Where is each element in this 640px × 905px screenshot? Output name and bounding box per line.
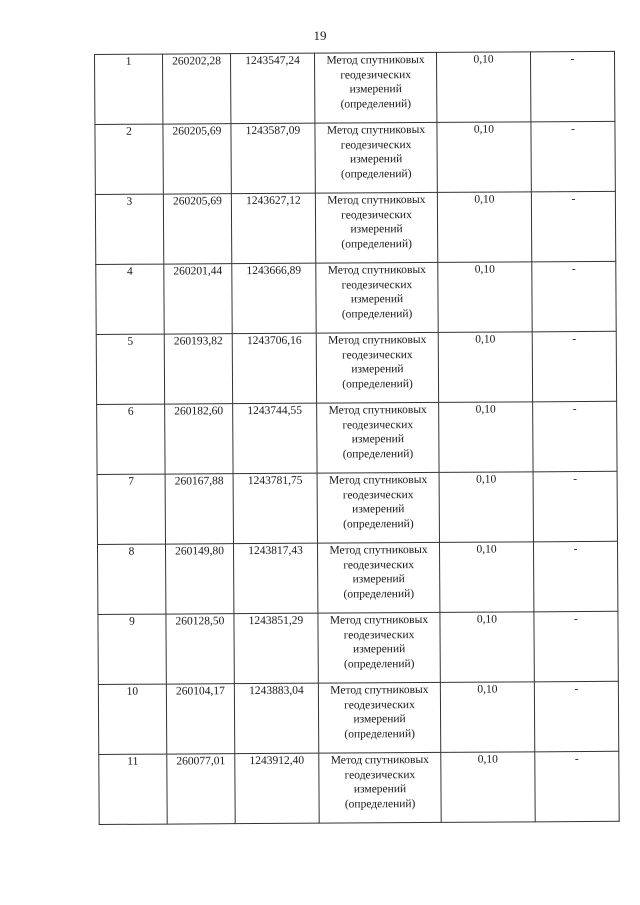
accuracy-cell: 0,10 xyxy=(440,612,534,683)
x-coordinate-cell: 260182,60 xyxy=(165,404,233,474)
table-row xyxy=(99,751,619,824)
table-row xyxy=(95,51,615,124)
method-line: геодезических xyxy=(341,278,413,291)
note-cell: - xyxy=(532,331,616,402)
accuracy-cell: 0,10 xyxy=(439,542,533,613)
x-coordinate-cell: 260201,44 xyxy=(164,264,232,334)
method-line: (определений) xyxy=(340,167,412,180)
method-line: геодезических xyxy=(342,488,414,501)
method-cell xyxy=(317,542,439,613)
accuracy-cell: 0,10 xyxy=(436,52,530,123)
method-line: Метод спутниковых xyxy=(329,543,428,557)
method-line: Метод спутниковых xyxy=(330,753,429,767)
method-line: (определений) xyxy=(340,97,412,110)
method-line: (определений) xyxy=(343,517,414,530)
coordinates-table-body xyxy=(95,51,620,824)
method-line: измерений xyxy=(351,363,404,376)
y-coordinate-cell: 1243587,09 xyxy=(231,123,315,194)
accuracy-cell: 0,10 xyxy=(439,402,533,473)
x-coordinate-cell: 260205,69 xyxy=(163,124,231,194)
x-coordinate-cell: 260077,01 xyxy=(167,754,235,824)
method-line: измерений xyxy=(350,223,403,236)
method-cell xyxy=(316,262,438,333)
method-line: измерений xyxy=(352,643,406,656)
method-line: (определений) xyxy=(342,447,414,460)
method-line: (определений) xyxy=(341,307,413,320)
method-cell xyxy=(318,682,440,753)
point-number-cell: 5 xyxy=(96,334,164,404)
note-cell: - xyxy=(535,751,619,822)
method-line: геодезических xyxy=(342,418,414,431)
method-line: геодезических xyxy=(343,628,415,641)
method-line: (определений) xyxy=(344,797,416,810)
accuracy-cell: 0,10 xyxy=(439,472,533,543)
method-line: геодезических xyxy=(344,768,416,781)
note-cell: - xyxy=(534,611,618,682)
method-line: Метод спутниковых xyxy=(329,613,429,627)
table-row xyxy=(96,331,616,404)
y-coordinate-cell: 1243666,89 xyxy=(232,263,316,334)
method-line: геодезических xyxy=(343,558,414,571)
method-cell xyxy=(317,402,439,473)
point-number-cell: 10 xyxy=(98,684,166,754)
y-coordinate-cell: 1243744,55 xyxy=(233,403,317,474)
note-cell: - xyxy=(533,541,617,612)
page-number: 19 xyxy=(313,28,327,43)
method-cell xyxy=(319,752,441,823)
method-line: измерений xyxy=(349,83,402,96)
y-coordinate-cell: 1243627,12 xyxy=(231,193,315,264)
x-coordinate-cell: 260104,17 xyxy=(166,684,234,754)
table-row xyxy=(98,681,618,754)
note-cell: - xyxy=(533,401,617,472)
method-line: (определений) xyxy=(343,657,415,670)
point-number-cell: 6 xyxy=(97,404,165,474)
note-cell: - xyxy=(533,471,617,542)
note-cell: - xyxy=(530,51,614,122)
method-line: геодезических xyxy=(341,348,413,361)
method-cell xyxy=(315,192,437,263)
accuracy-cell: 0,10 xyxy=(441,752,535,823)
x-coordinate-cell: 260202,28 xyxy=(163,54,231,124)
x-coordinate-cell: 260149,80 xyxy=(165,544,233,614)
note-cell: - xyxy=(531,191,615,262)
note-cell: - xyxy=(534,681,618,752)
table-row xyxy=(97,401,617,474)
method-line: Метод спутниковых xyxy=(328,473,428,487)
point-number-cell: 8 xyxy=(97,544,165,614)
method-line: Метод спутниковых xyxy=(328,333,427,347)
accuracy-cell: 0,10 xyxy=(437,122,531,193)
method-cell xyxy=(318,612,440,683)
y-coordinate-cell: 1243547,24 xyxy=(231,53,315,124)
table-row xyxy=(95,121,615,194)
table-row xyxy=(98,611,618,684)
method-line: геодезических xyxy=(341,208,412,221)
point-number-cell: 9 xyxy=(98,614,166,684)
note-cell: - xyxy=(531,121,615,192)
x-coordinate-cell: 260167,88 xyxy=(165,474,233,544)
method-line: измерений xyxy=(353,713,406,726)
method-line: Метод спутниковых xyxy=(328,403,427,417)
method-cell xyxy=(316,332,438,403)
x-coordinate-cell: 260128,50 xyxy=(166,614,234,684)
point-number-cell: 3 xyxy=(95,194,163,264)
y-coordinate-cell: 1243883,04 xyxy=(234,683,318,754)
method-line: (определений) xyxy=(341,237,412,250)
point-number-cell: 11 xyxy=(99,754,167,824)
y-coordinate-cell: 1243817,43 xyxy=(233,543,317,614)
method-line: Метод спутниковых xyxy=(327,263,426,277)
method-line: геодезических xyxy=(344,698,415,711)
method-line: измерений xyxy=(350,293,404,306)
method-line: измерений xyxy=(349,153,403,166)
method-line: Метод спутниковых xyxy=(330,683,429,697)
method-line: Метод спутниковых xyxy=(327,193,426,207)
accuracy-cell: 0,10 xyxy=(440,682,534,753)
table-row xyxy=(97,471,617,544)
method-line: (определений) xyxy=(344,727,415,740)
accuracy-cell: 0,10 xyxy=(437,192,531,263)
point-number-cell: 1 xyxy=(95,54,163,124)
table-row xyxy=(96,261,616,334)
table-row xyxy=(95,191,615,264)
x-coordinate-cell: 260193,82 xyxy=(164,334,232,404)
method-line: измерений xyxy=(352,573,405,586)
method-line: Метод спутниковых xyxy=(326,123,426,137)
method-line: (определений) xyxy=(342,377,413,390)
y-coordinate-cell: 1243912,40 xyxy=(235,753,319,824)
table-row xyxy=(97,541,617,614)
accuracy-cell: 0,10 xyxy=(438,332,532,403)
method-line: измерений xyxy=(351,433,405,446)
y-coordinate-cell: 1243706,16 xyxy=(232,333,316,404)
method-line: измерений xyxy=(353,783,407,796)
coordinates-table xyxy=(94,51,620,825)
accuracy-cell: 0,10 xyxy=(438,262,532,333)
point-number-cell: 4 xyxy=(96,264,164,334)
method-cell xyxy=(317,472,439,543)
point-number-cell: 2 xyxy=(95,124,163,194)
method-line: геодезических xyxy=(340,68,411,81)
method-line: Метод спутниковых xyxy=(326,53,425,67)
x-coordinate-cell: 260205,69 xyxy=(163,194,231,264)
method-cell xyxy=(315,122,437,193)
point-number-cell: 7 xyxy=(97,474,165,544)
y-coordinate-cell: 1243781,75 xyxy=(233,473,317,544)
method-line: (определений) xyxy=(343,587,415,600)
note-cell: - xyxy=(532,261,616,332)
y-coordinate-cell: 1243851,29 xyxy=(234,613,318,684)
method-line: геодезических xyxy=(340,138,412,151)
method-line: измерений xyxy=(352,503,405,516)
method-cell xyxy=(314,52,436,123)
